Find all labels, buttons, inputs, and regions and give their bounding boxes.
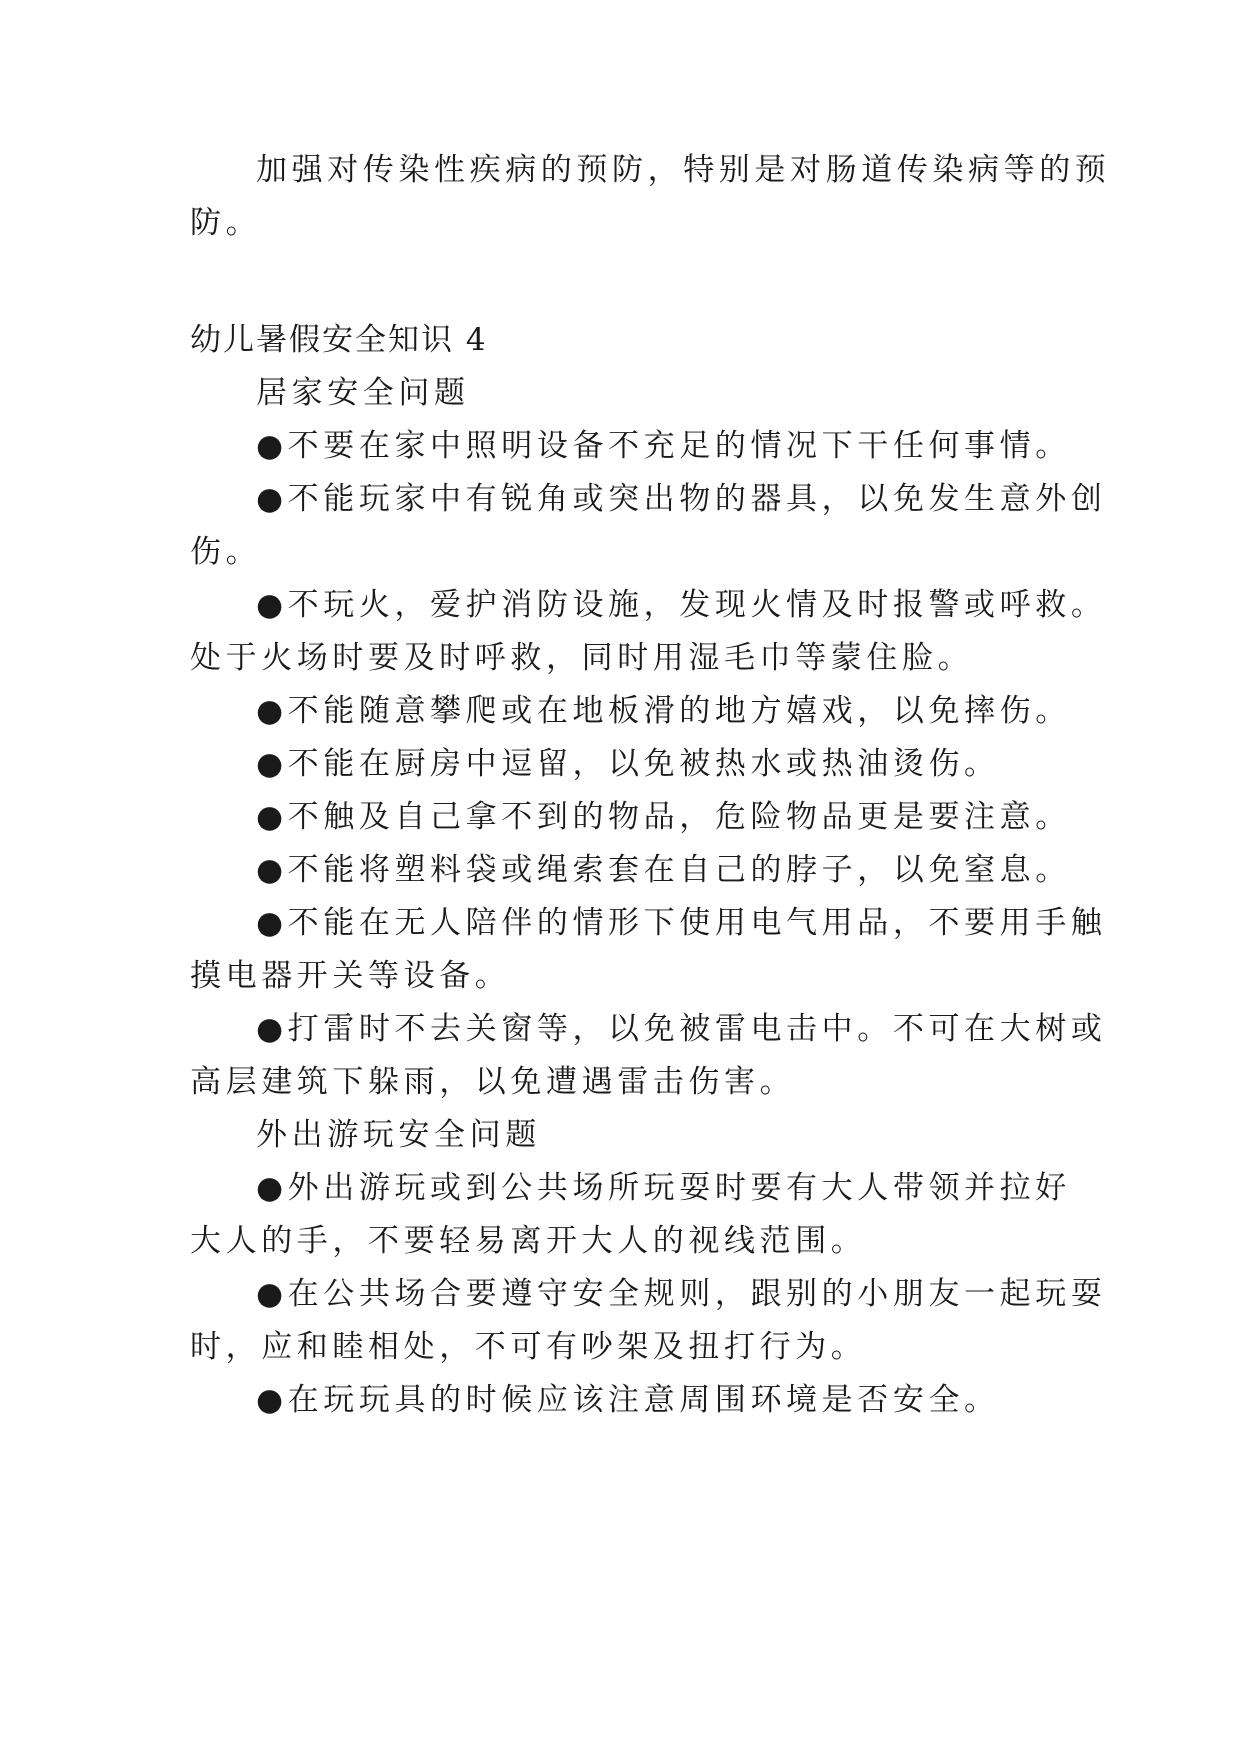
bullet-line: ●在公共场合要遵守安全规则，跟别的小朋友一起玩耍	[256, 1276, 1107, 1312]
bullet-line: ●不玩火，爱护消防设施，发现火情及时报警或呼救。	[256, 587, 1107, 623]
bullet-line: ●不要在家中照明设备不充足的情况下干任何事情。	[256, 428, 1071, 464]
subsection-heading: 居家安全问题	[256, 375, 470, 411]
bullet-line: ●不能随意攀爬或在地板滑的地方嬉戏，以免摔伤。	[256, 693, 1071, 729]
paragraph-line: 伤。	[190, 534, 262, 570]
bullet-line: ●在玩玩具的时候应该注意周围环境是否安全。	[256, 1382, 1000, 1418]
paragraph-line: 加强对传染性疾病的预防，特别是对肠道传染病等的预	[256, 152, 1111, 188]
paragraph-line: 处于火场时要及时呼救，同时用湿毛巾等蒙住脸。	[190, 640, 974, 676]
paragraph-line: 高层建筑下躲雨，以免遭遇雷击伤害。	[190, 1064, 796, 1100]
bullet-line: ●不能玩家中有锐角或突出物的器具，以免发生意外创	[256, 481, 1107, 517]
paragraph-line: 防。	[190, 205, 262, 241]
bullet-line: ●外出游玩或到公共场所玩耍时要有大人带领并拉好	[256, 1170, 1071, 1206]
bullet-line: ●不能将塑料袋或绳索套在自己的脖子，以免窒息。	[256, 852, 1071, 888]
bullet-line: ●打雷时不去关窗等，以免被雷电击中。不可在大树或	[256, 1011, 1107, 1047]
subsection-heading: 外出游玩安全问题	[256, 1117, 541, 1153]
paragraph-line: 摸电器开关等设备。	[190, 958, 511, 994]
bullet-line: ●不能在无人陪伴的情形下使用电气用品，不要用手触	[256, 905, 1107, 941]
section-title: 幼儿暑假安全知识 4	[190, 322, 488, 358]
paragraph-line: 时，应和睦相处，不可有吵架及扭打行为。	[190, 1329, 867, 1365]
bullet-line: ●不能在厨房中逗留，以免被热水或热油烫伤。	[256, 746, 1000, 782]
bullet-line: ●不触及自己拿不到的物品，危险物品更是要注意。	[256, 799, 1071, 835]
paragraph-line: 大人的手，不要轻易离开大人的视线范围。	[190, 1223, 867, 1259]
